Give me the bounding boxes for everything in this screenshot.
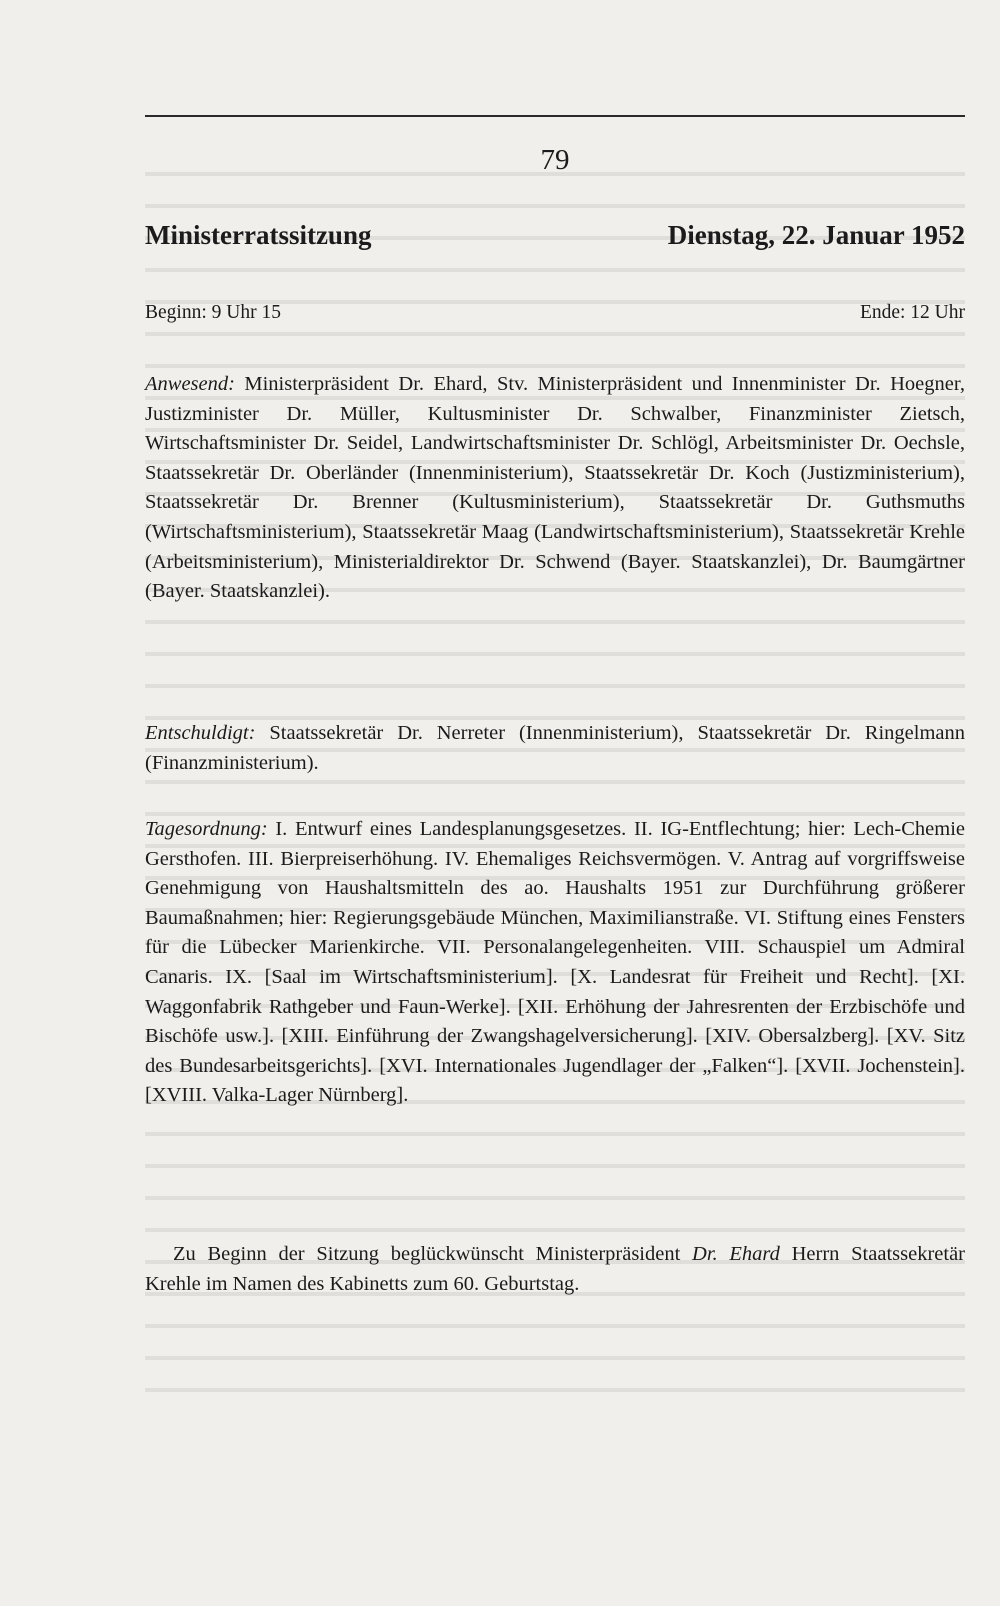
opening-text-start: Zu Beginn der Sitzung beglückwünscht Ministerpräsident [173, 1243, 693, 1265]
excused-paragraph [145, 719, 965, 778]
heading-row [145, 218, 965, 252]
end-time: Ende: 12 Uhr [859, 302, 965, 323]
opening-text-end: Herrn Staatssekretär Krehle im Namen des Kabinetts zum 60. Geburtstag. [145, 1243, 966, 1295]
document-number: 79 [540, 144, 570, 176]
times-row [145, 300, 965, 326]
agenda-text: I. Entwurf eines Landesplanungsgesetzes. II. IG-Entflechtung; hier: Lech-Chemie Gersthofen. III. Bierpreiserhöhung. IV. Ehemaliges Reichsvermögen. V. Antrag auf vorgriffsweise Genehmigung von Haushaltsmitteln des ao. Haushalts 1951 zur Durchführung größerer Baumaßnahmen; hier: Regierungsgebäude München, Maximilianstraße. VI. Stiftung eines Fensters für die Lübecker Marienkirche. VII. Personalangelegenheiten. VIII. Schauspiel um Admiral Canaris. IX. [Saal im Wirtschaftsministerium]. [X. Landesrat für Freiheit und Recht]. [XI. Waggonfabrik Rathgeber und Faun-Werke]. [XII. Erhöhung der Jahresrenten der Erzbischöfe und Bischöfe usw.]. [XIII. Einführung der Zwangshagelversicherung]. [XIV. Obersalzberg]. [XV. Sitz des Bundesarbeitsgerichts]. [XVI. Internationales Jugendlager der „Falken“]. [XVII. Jochenstein]. [XVIII. Valka-Lager Nürnberg]. [145, 818, 965, 1107]
header-rule [145, 115, 965, 117]
agenda-paragraph [145, 815, 965, 1111]
bleed-through-texture [145, 150, 965, 1410]
agenda-label: Tagesordnung: [145, 818, 268, 840]
excused-label: Entschuldigt: [145, 722, 256, 744]
session-title: Ministerratssitzung [145, 220, 372, 250]
attendees-text: Ministerpräsident Dr. Ehard, Stv. Ministerpräsident und Innenminister Dr. Hoegner, Justizminister Dr. Müller, Kultusminister Dr. Schwalber, Finanzminister Zietsch, Wirtschaftsminister Dr. Seidel, Landwirtschaftsminister Dr. Schlögl, Arbeitsminister Dr. Oechsle, Staatssekretär Dr. Oberländer (Innenministerium), Staatssekretär Dr. Koch (Justizministerium), Staatssekretär Dr. Brenner (Kultusministerium), Staatssekretär Dr. Guthsmuths (Wirtschaftsministerium), Staatssekretär Maag (Landwirtschaftsministerium), Staatssekretär Krehle (Arbeitsministerium), Ministerialdirektor Dr. Schwend (Bayer. Staatskanzlei), Dr. Baumgärtner (Bayer. Staatskanzlei). [145, 373, 965, 603]
begin-time: Beginn: 9 Uhr 15 [145, 302, 281, 323]
session-date: Dienstag, 22. Januar 1952 [667, 220, 965, 250]
attendees-paragraph [145, 370, 965, 607]
attendees-label: Anwesend: [145, 373, 235, 395]
opening-emphasis: Dr. Ehard [692, 1243, 780, 1265]
excused-text: Staatssekretär Dr. Nerreter (Innenministerium), Staatssekretär Dr. Ringelmann (Finanzministerium). [145, 722, 965, 774]
opening-paragraph [145, 1240, 965, 1299]
